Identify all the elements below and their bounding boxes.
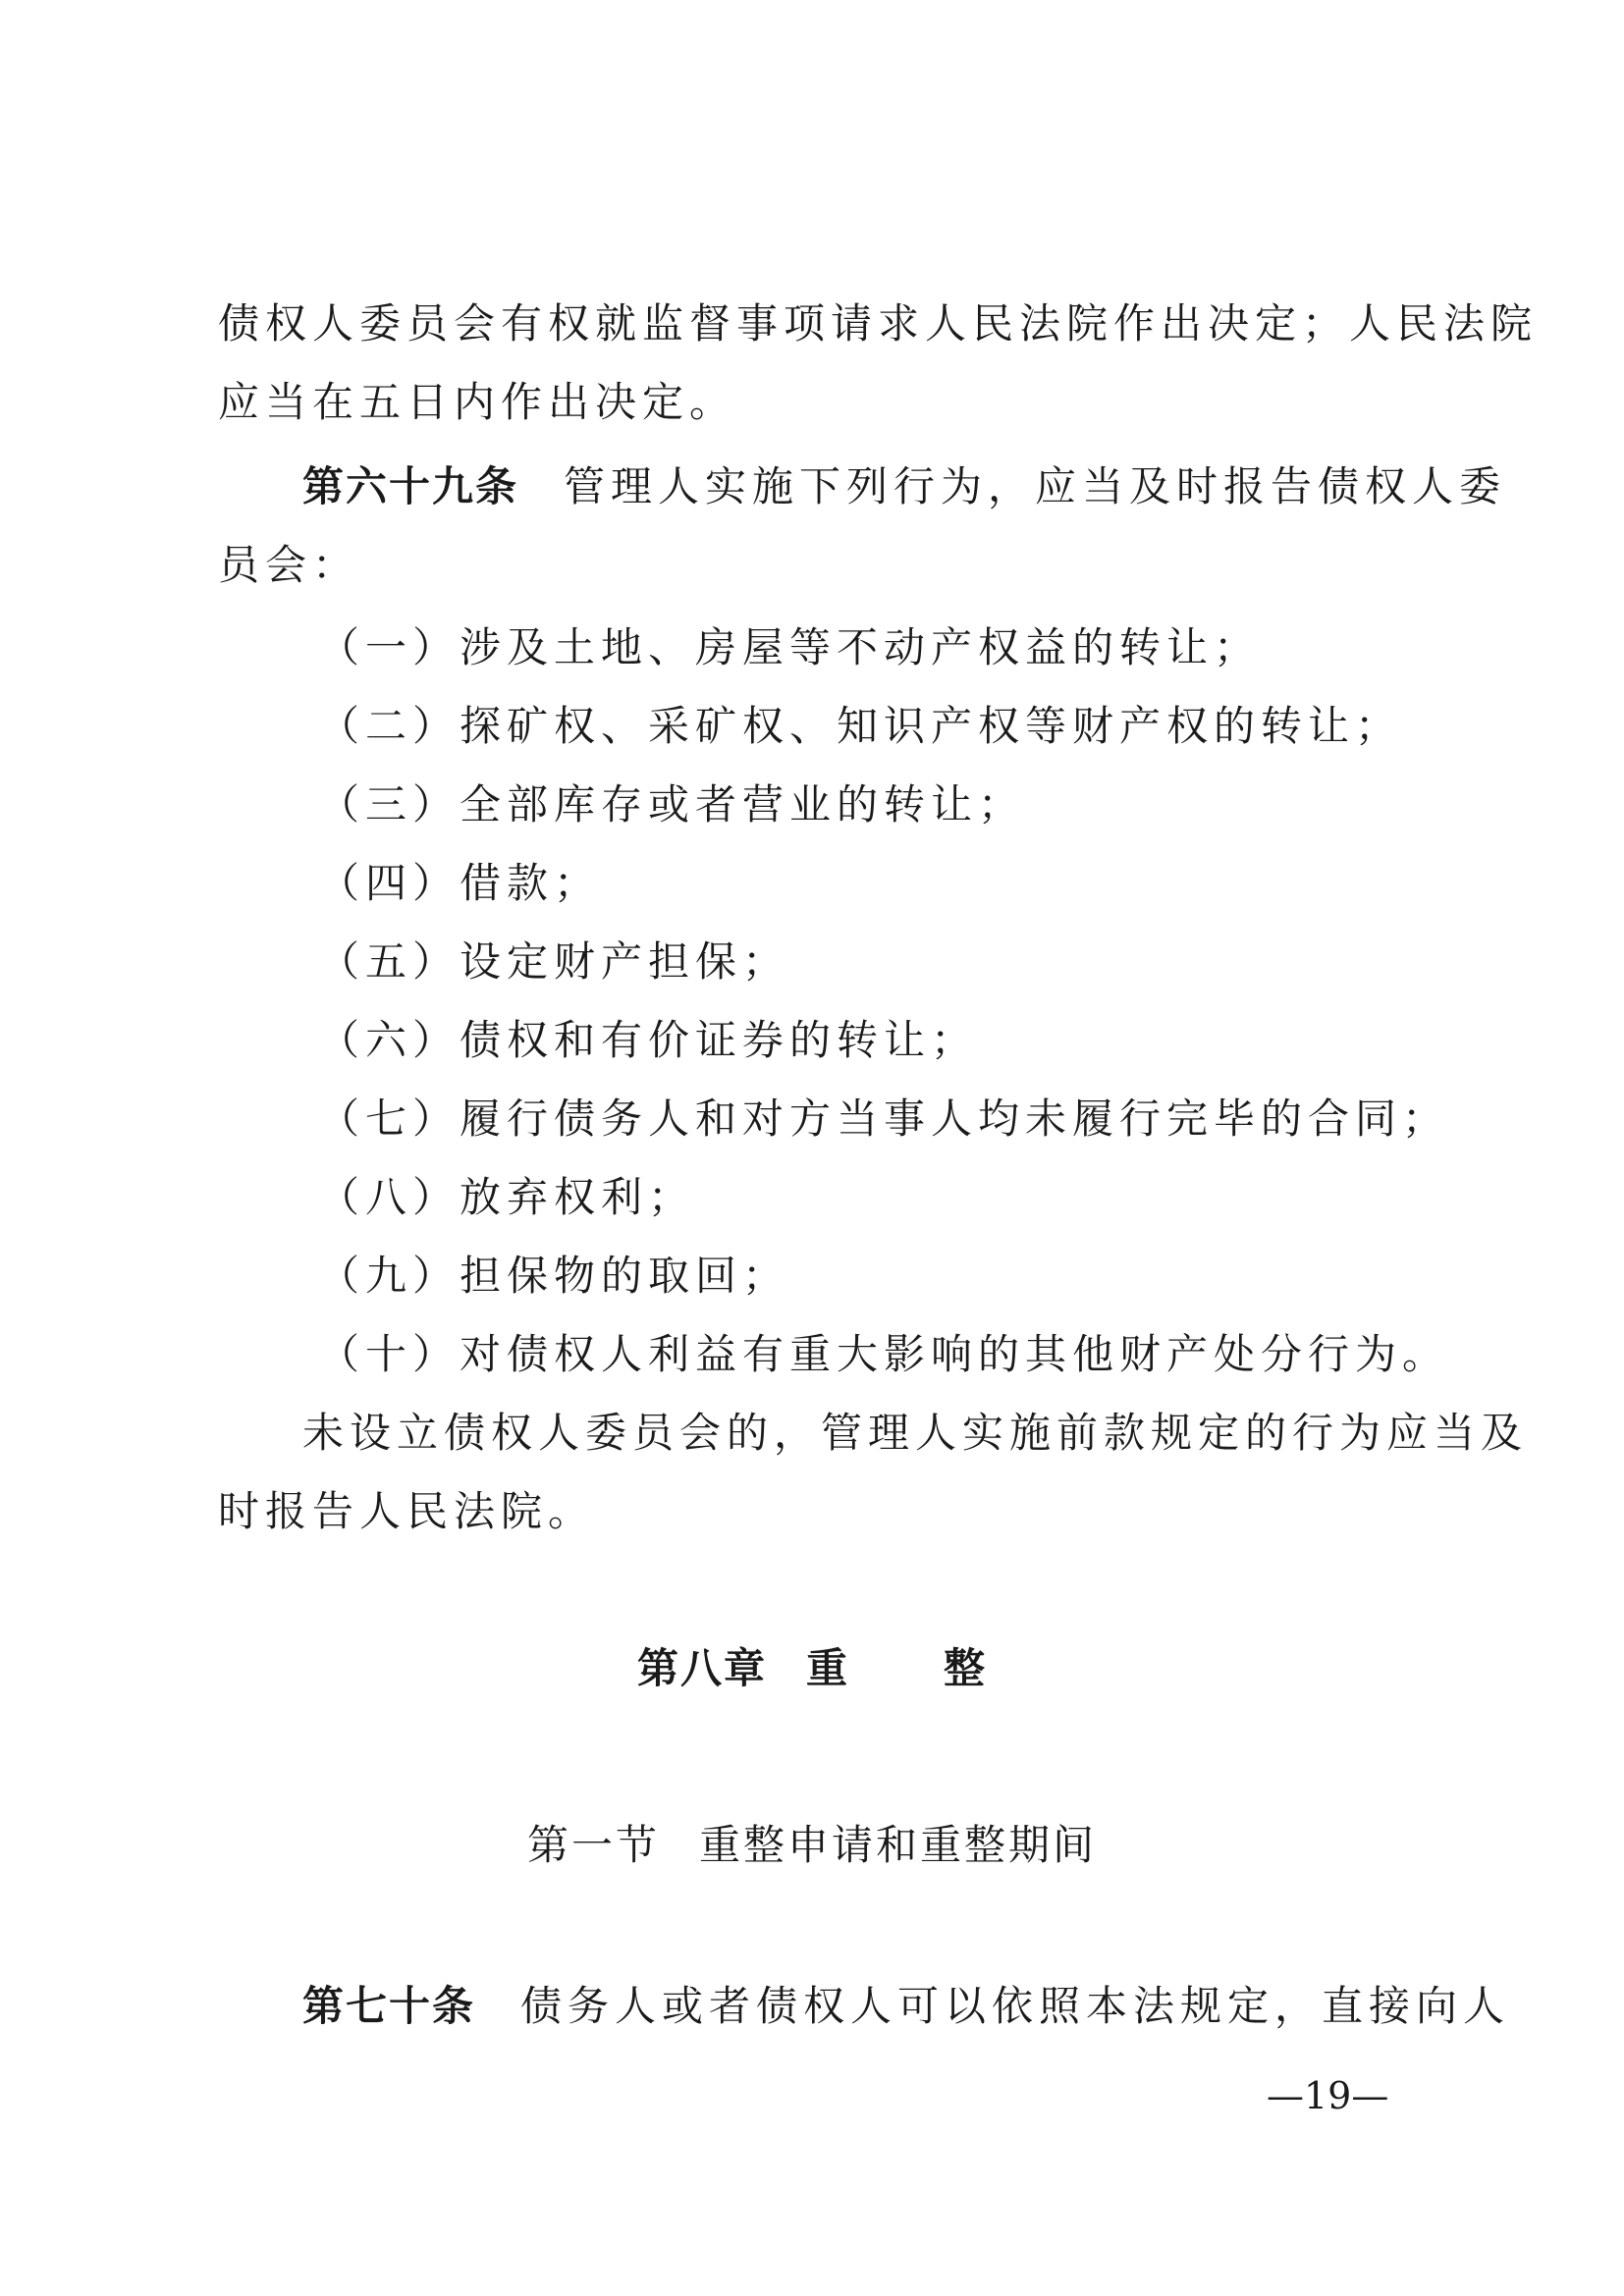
article-69-label: 第六十九条	[302, 462, 519, 510]
list-item: （七）履行债务人和对方当事人均未履行完毕的合同；	[318, 1095, 1450, 1143]
chapter-label: 第八章	[636, 1644, 767, 1692]
list-item: （一）涉及土地、房屋等不动产权益的转让；	[318, 623, 1262, 671]
paragraph-line: 债权人委员会有权就监督事项请求人民法院作出决定；人民法院	[218, 299, 1539, 347]
section-label: 第一节	[526, 1821, 660, 1869]
paragraph-line: 未设立债权人委员会的，管理人实施前款规定的行为应当及	[302, 1409, 1529, 1457]
paragraph-line: 员会：	[218, 541, 360, 589]
paragraph-line: 时报告人民法院。	[218, 1487, 596, 1535]
chapter-heading	[0, 1629, 1624, 1708]
article-69-text: 管理人实施下列行为，应当及时报告债权人委	[564, 462, 1507, 510]
list-item: （三）全部库存或者营业的转让；	[318, 780, 1026, 828]
list-item: （六）债权和有价证券的转让；	[318, 1016, 979, 1064]
page-number: —19—	[1267, 2074, 1389, 2117]
list-item: （二）探矿权、采矿权、知识产权等财产权的转让；	[318, 702, 1403, 750]
list-item: （十）对债权人利益有重大影响的其他财产处分行为。	[318, 1330, 1450, 1378]
article-70-label: 第七十条	[302, 1982, 476, 2030]
paragraph-line: 应当在五日内作出决定。	[218, 378, 737, 426]
section-heading	[0, 1806, 1624, 1885]
list-item: （四）借款；	[318, 859, 602, 907]
list-item: （九）担保物的取回；	[318, 1252, 790, 1300]
section-title: 重整申请和重整期间	[699, 1821, 1098, 1869]
list-item: （五）设定财产担保；	[318, 937, 790, 986]
article-70-line	[302, 1967, 1520, 2046]
article-70-text: 债务人或者债权人可以依照本法规定，直接向人	[520, 1982, 1511, 2030]
chapter-title-char: 重	[805, 1644, 849, 1692]
chapter-title-char: 整	[944, 1644, 988, 1692]
article-69-line	[302, 448, 1520, 526]
list-item: （八）放弃权利；	[318, 1173, 696, 1221]
